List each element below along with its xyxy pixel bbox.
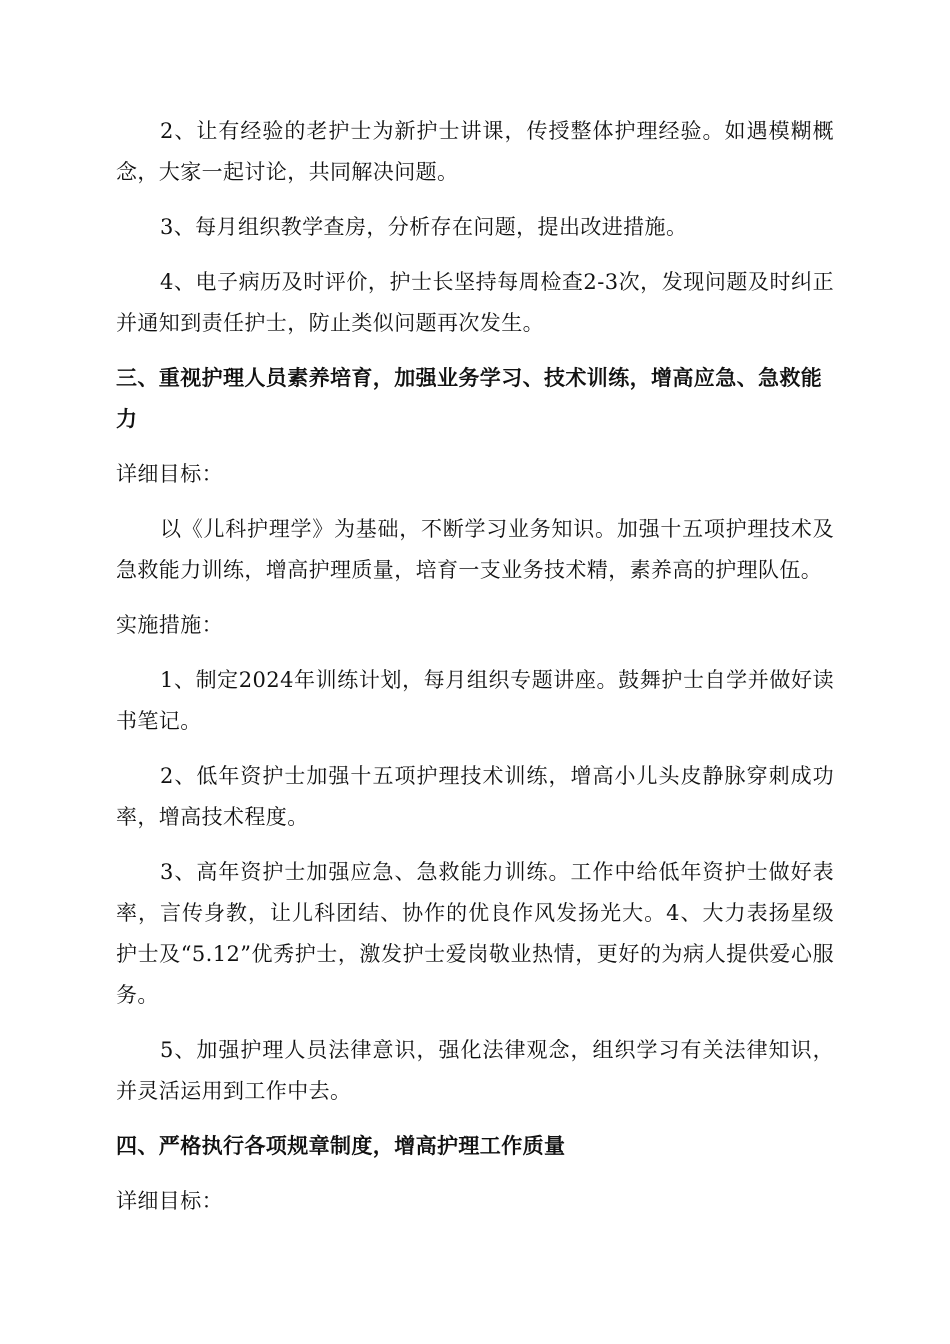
measure-2: 2、低年资护士加强十五项护理技术训练，增高小儿头皮静脉穿刺成功率，增高技术程度。 — [116, 764, 834, 829]
section-heading-3: 三、重视护理人员素养培育，加强业务学习、技术训练，增高应急、急救能力 — [116, 366, 823, 431]
measure-3-4: 3、高年资护士加强应急、急救能力训练。工作中给低年资护士做好表率，言传身教，让儿科团结、协作的优良作风发扬光大。4、大力表扬星级护士及“5.12”优秀护士，激发护士爱岗敬业热情，更好的为病人提供爱心服务。 — [116, 860, 834, 1007]
measure-1: 1、制定2024年训练计划，每月组织专题讲座。鼓舞护士自学并做好读书笔记。 — [116, 668, 834, 733]
goal-text: 以《儿科护理学》为基础，不断学习业务知识。加强十五项护理技术及急救能力训练，增高护理质量，培育一支业务技术精，素养高的护理队伍。 — [116, 517, 834, 582]
measures-label: 实施措施： — [116, 613, 223, 637]
section-heading-4: 四、严格执行各项规章制度，增高护理工作质量 — [116, 1134, 566, 1158]
paragraph-ward-rounds: 3、每月组织教学查房，分析存在问题，提出改进措施。 — [160, 215, 688, 239]
paragraph-lecture: 2、让有经验的老护士为新护士讲课，传授整体护理经验。如遇模糊概念，大家一起讨论，共同解决问题。 — [116, 119, 834, 184]
goal-label: 详细目标： — [116, 462, 223, 486]
goal-label-2: 详细目标： — [116, 1189, 223, 1213]
paragraph-medical-records: 4、电子病历及时评价，护士长坚持每周检查2-3次，发现问题及时纠正并通知到责任护士，防止类似问题再次发生。 — [116, 270, 834, 335]
measure-5: 5、加强护理人员法律意识，强化法律观念，组织学习有关法律知识，并灵活运用到工作中去。 — [116, 1038, 834, 1103]
document-body — [116, 111, 834, 1222]
